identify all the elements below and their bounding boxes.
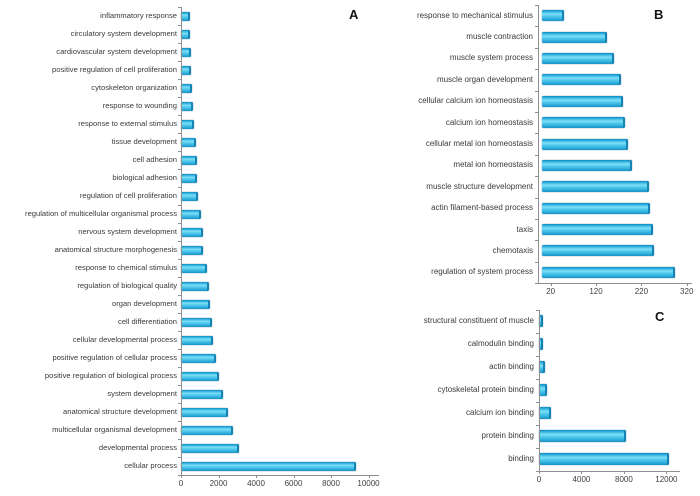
bar-track	[181, 61, 376, 79]
bar-row	[390, 402, 677, 425]
bar	[181, 84, 192, 93]
bar-track	[181, 403, 376, 421]
bar	[181, 336, 213, 345]
bar-track	[538, 133, 689, 154]
bar-track	[539, 379, 677, 402]
bar	[181, 462, 356, 471]
category-label: cardiovascular system development	[56, 47, 177, 57]
y-axis-tick	[178, 61, 181, 62]
bar-track	[538, 26, 689, 47]
panel-label-b: B	[654, 7, 664, 22]
category-label: system development	[107, 389, 177, 399]
panel-label-c: C	[655, 309, 665, 324]
category-label: inflammatory response	[100, 11, 177, 21]
y-axis-tick	[178, 223, 181, 224]
category-label: cellular process	[124, 461, 177, 471]
bar-track	[538, 176, 689, 197]
bar-row	[0, 223, 376, 241]
bar-row	[0, 187, 376, 205]
bar-row	[0, 385, 376, 403]
x-tick-label: 2000	[209, 479, 228, 488]
bar-track	[181, 79, 376, 97]
bar-row	[0, 313, 376, 331]
bar-row	[0, 331, 376, 349]
y-axis-tick	[178, 25, 181, 26]
category-label: cellular developmental process	[72, 335, 177, 345]
bar-track	[181, 277, 376, 295]
y-axis-tick	[178, 133, 181, 134]
bar-track	[181, 97, 376, 115]
category-label: cytoskeleton organization	[91, 83, 177, 93]
bar	[542, 181, 650, 192]
bar-row	[0, 151, 376, 169]
y-axis-tick	[178, 295, 181, 296]
x-axis-tick	[666, 471, 667, 474]
y-axis-tick	[535, 198, 538, 199]
y-axis-tick	[178, 241, 181, 242]
x-tick-label: 6000	[284, 479, 303, 488]
bar	[181, 120, 194, 129]
x-axis-tick	[331, 475, 332, 478]
bar-track	[539, 448, 677, 471]
category-label: chemotaxis	[492, 245, 533, 255]
y-axis-line	[181, 7, 182, 475]
category-label: taxis	[516, 224, 533, 234]
x-axis-tick	[294, 475, 295, 478]
x-axis-tick	[624, 471, 625, 474]
bar	[181, 444, 239, 453]
x-tick-label: 8000	[615, 474, 633, 484]
bar-track	[539, 356, 677, 379]
bar-row	[390, 133, 689, 154]
panel-c-molecular-function-chart	[390, 300, 700, 496]
bar-row	[390, 26, 689, 47]
bar	[542, 117, 626, 128]
x-tick-label: 0	[536, 474, 542, 484]
bar-track	[181, 115, 376, 133]
bar	[539, 407, 551, 419]
x-axis-tick	[256, 475, 257, 478]
bar-track	[181, 331, 376, 349]
category-label: metal ion homeostasis	[453, 160, 533, 170]
x-axis-tick	[219, 475, 220, 478]
bar-row	[390, 425, 677, 448]
bar-track	[538, 198, 689, 219]
y-axis-tick	[535, 26, 538, 27]
category-label: response to external stimulus	[78, 119, 177, 129]
y-axis-tick	[178, 115, 181, 116]
bar	[542, 203, 651, 214]
y-axis-tick	[536, 310, 539, 311]
category-label: tissue development	[111, 137, 177, 147]
bar	[542, 53, 614, 64]
category-label: regulation of system process	[431, 267, 533, 277]
category-label: cell adhesion	[132, 155, 177, 165]
y-axis-tick	[178, 43, 181, 44]
category-label: positive regulation of cell proliferation	[52, 65, 177, 75]
y-axis-tick	[535, 48, 538, 49]
bar-track	[538, 262, 689, 283]
y-axis-tick	[178, 403, 181, 404]
bar	[542, 74, 621, 85]
bar	[181, 12, 190, 21]
bar-track	[181, 151, 376, 169]
x-axis-tick	[539, 471, 540, 474]
category-label: cellular calcium ion homeostasis	[418, 96, 533, 106]
bar-track	[538, 155, 689, 176]
bar-track	[538, 240, 689, 261]
x-tick-label: 120	[589, 287, 603, 297]
x-tick-label: 20	[546, 287, 556, 297]
bar	[542, 10, 564, 21]
y-axis-tick	[178, 169, 181, 170]
bar-track	[181, 43, 376, 61]
y-axis-tick	[536, 356, 539, 357]
bar	[542, 139, 628, 150]
y-axis-tick	[536, 402, 539, 403]
category-label: muscle contraction	[466, 32, 533, 42]
bar	[181, 246, 203, 255]
bar	[539, 430, 626, 442]
bar-rows	[390, 5, 689, 283]
bar-track	[181, 295, 376, 313]
bar-row	[0, 169, 376, 187]
bar-track	[181, 205, 376, 223]
bar-row	[0, 115, 376, 133]
bar	[181, 210, 201, 219]
bar-row	[390, 262, 689, 283]
x-axis-tick	[581, 471, 582, 474]
bar-track	[181, 439, 376, 457]
category-label: anatomical structure development	[63, 407, 177, 417]
bar	[542, 245, 654, 256]
bar-row	[0, 421, 376, 439]
bar-row	[0, 61, 376, 79]
bar-row	[390, 310, 677, 333]
bar-track	[538, 69, 689, 90]
y-axis-line	[539, 310, 540, 471]
panel-label-a: A	[349, 7, 359, 22]
category-label: response to mechanical stimulus	[416, 10, 533, 20]
bar	[542, 267, 676, 278]
x-tick-label: 220	[634, 287, 649, 297]
category-label: cell differentiation	[118, 317, 177, 327]
y-axis-tick	[178, 367, 181, 368]
bar-track	[181, 349, 376, 367]
y-axis-tick	[178, 331, 181, 332]
y-axis-tick	[535, 262, 538, 263]
x-tick-label: 4000	[572, 474, 591, 484]
y-axis-tick	[178, 421, 181, 422]
bar	[539, 453, 669, 465]
category-label: actin binding	[489, 362, 534, 371]
bar-track	[181, 313, 376, 331]
bar-row	[390, 198, 689, 219]
x-axis-line	[539, 471, 680, 472]
y-axis-tick	[535, 155, 538, 156]
bar-track	[181, 7, 376, 25]
bar-track	[181, 457, 376, 475]
bar-row	[390, 356, 677, 379]
y-axis-tick	[178, 97, 181, 98]
bar-row	[0, 295, 376, 313]
bar	[181, 372, 219, 381]
bar-row	[0, 25, 376, 43]
bar	[181, 408, 228, 417]
bar-row	[390, 91, 689, 112]
bar-row	[0, 439, 376, 457]
bar	[539, 384, 547, 396]
bar-track	[538, 91, 689, 112]
y-axis-tick	[535, 240, 538, 241]
bar	[181, 300, 210, 309]
bar-track	[538, 48, 689, 69]
bar	[542, 32, 607, 43]
category-label: circulatory system development	[70, 29, 177, 39]
x-axis-tick	[596, 283, 597, 286]
y-axis-tick	[178, 313, 181, 314]
bar-row	[390, 5, 689, 26]
bar-rows	[0, 7, 376, 475]
y-axis-tick	[535, 176, 538, 177]
y-axis-tick	[178, 259, 181, 260]
bar-track	[538, 5, 689, 26]
bar-track	[539, 402, 677, 425]
y-axis-tick	[535, 133, 538, 134]
y-axis-tick	[178, 79, 181, 80]
category-label: calcium ion homeostasis	[445, 117, 533, 127]
bar-row	[390, 448, 677, 471]
bar-row	[0, 457, 376, 475]
panel-b-muscle-process-chart	[390, 0, 700, 300]
category-label: response to wounding	[102, 101, 177, 111]
x-axis-tick	[551, 283, 552, 286]
bar-row	[0, 403, 376, 421]
bar-row	[390, 48, 689, 69]
x-tick-label: 12000	[655, 474, 678, 484]
category-label: organ development	[111, 299, 177, 309]
category-label: protein binding	[481, 431, 534, 440]
x-tick-label: 8000	[322, 479, 340, 488]
bar-track	[181, 241, 376, 259]
category-label: regulation of biological quality	[77, 281, 177, 291]
bar-row	[0, 97, 376, 115]
bar-row	[390, 176, 689, 197]
y-axis-tick	[536, 425, 539, 426]
bar-row	[0, 79, 376, 97]
y-axis-tick	[535, 69, 538, 70]
bar-row	[0, 277, 376, 295]
x-axis-line	[538, 283, 692, 284]
bar-row	[390, 155, 689, 176]
category-label: regulation of cell proliferation	[79, 191, 177, 201]
bar-track	[181, 223, 376, 241]
bar-track	[181, 259, 376, 277]
bar-track	[181, 421, 376, 439]
y-axis-tick	[178, 385, 181, 386]
y-axis-tick	[178, 349, 181, 350]
y-axis-tick	[178, 457, 181, 458]
y-axis-tick	[536, 379, 539, 380]
y-axis-tick	[535, 5, 538, 6]
bar	[542, 96, 623, 107]
x-tick-label: 4000	[247, 479, 265, 488]
bar	[542, 224, 654, 235]
bar-track	[181, 25, 376, 43]
category-label: muscle structure development	[426, 181, 533, 191]
y-axis-tick	[535, 112, 538, 113]
bar	[181, 228, 203, 237]
category-label: muscle system process	[449, 53, 533, 63]
bar-track	[181, 385, 376, 403]
bar-row	[390, 379, 677, 402]
bar-rows	[390, 310, 677, 471]
bar	[181, 156, 197, 165]
bar	[181, 30, 190, 39]
bar-row	[0, 367, 376, 385]
bar	[181, 192, 198, 201]
bar-track	[538, 112, 689, 133]
category-label: developmental process	[98, 443, 177, 453]
bar	[181, 264, 207, 273]
category-label: structural constituent of muscle	[423, 316, 534, 325]
category-label: cellular metal ion homeostasis	[425, 139, 533, 149]
bar-track	[181, 133, 376, 151]
y-axis-tick	[535, 91, 538, 92]
bar-row	[390, 69, 689, 90]
category-label: anatomical structure morphogenesis	[54, 245, 177, 255]
x-tick-label: 0	[178, 479, 184, 488]
x-axis-tick	[181, 475, 182, 478]
x-tick-label: 320	[680, 287, 694, 297]
y-axis-tick	[178, 7, 181, 8]
bar-track	[539, 333, 677, 356]
y-axis-tick	[535, 219, 538, 220]
bar	[181, 426, 233, 435]
bar	[181, 48, 191, 57]
y-axis-tick	[536, 448, 539, 449]
bar-track	[181, 187, 376, 205]
category-label: multicellular organismal development	[52, 425, 177, 435]
category-label: cytoskeletal protein binding	[437, 385, 534, 394]
category-label: nervous system development	[78, 227, 177, 237]
y-axis-tick	[536, 333, 539, 334]
y-axis-tick	[178, 205, 181, 206]
category-label: calcium ion binding	[465, 408, 534, 417]
bar-track	[181, 169, 376, 187]
bar	[181, 102, 193, 111]
bar-track	[539, 425, 677, 448]
x-tick-label: 10000	[357, 479, 380, 488]
bar	[181, 318, 212, 327]
bar-row	[0, 349, 376, 367]
bar-row	[0, 7, 376, 25]
category-label: positive regulation of biological process	[44, 371, 177, 381]
category-label: biological adhesion	[112, 173, 177, 183]
category-label: binding	[508, 454, 534, 463]
category-label: positive regulation of cellular process	[52, 353, 177, 363]
category-label: calmodulin binding	[467, 339, 534, 348]
x-axis-tick	[641, 283, 642, 286]
bar	[181, 174, 197, 183]
bar-row	[390, 219, 689, 240]
bar	[181, 390, 223, 399]
bar-track	[181, 367, 376, 385]
x-axis-tick	[687, 283, 688, 286]
bar-row	[0, 43, 376, 61]
y-axis-tick	[178, 151, 181, 152]
bar	[181, 354, 216, 363]
bar	[181, 138, 196, 147]
bar-row	[0, 241, 376, 259]
bar-row	[390, 333, 677, 356]
x-axis-tick	[369, 475, 370, 478]
bar	[181, 282, 209, 291]
y-axis-line	[538, 5, 539, 283]
category-label: muscle organ development	[436, 74, 533, 84]
bar-row	[0, 133, 376, 151]
bar	[181, 66, 191, 75]
x-axis-line	[181, 475, 379, 476]
bar-track	[538, 219, 689, 240]
y-axis-tick	[178, 277, 181, 278]
category-label: response to chemical stimulus	[75, 263, 177, 273]
bar	[542, 160, 632, 171]
y-axis-tick	[178, 439, 181, 440]
category-label: actin filament-based process	[431, 203, 533, 213]
bar-row	[0, 259, 376, 277]
category-label: regulation of multicellular organismal process	[25, 209, 177, 219]
y-axis-tick	[178, 187, 181, 188]
bar-row	[0, 205, 376, 223]
bar-row	[390, 240, 689, 261]
bar-row	[390, 112, 689, 133]
